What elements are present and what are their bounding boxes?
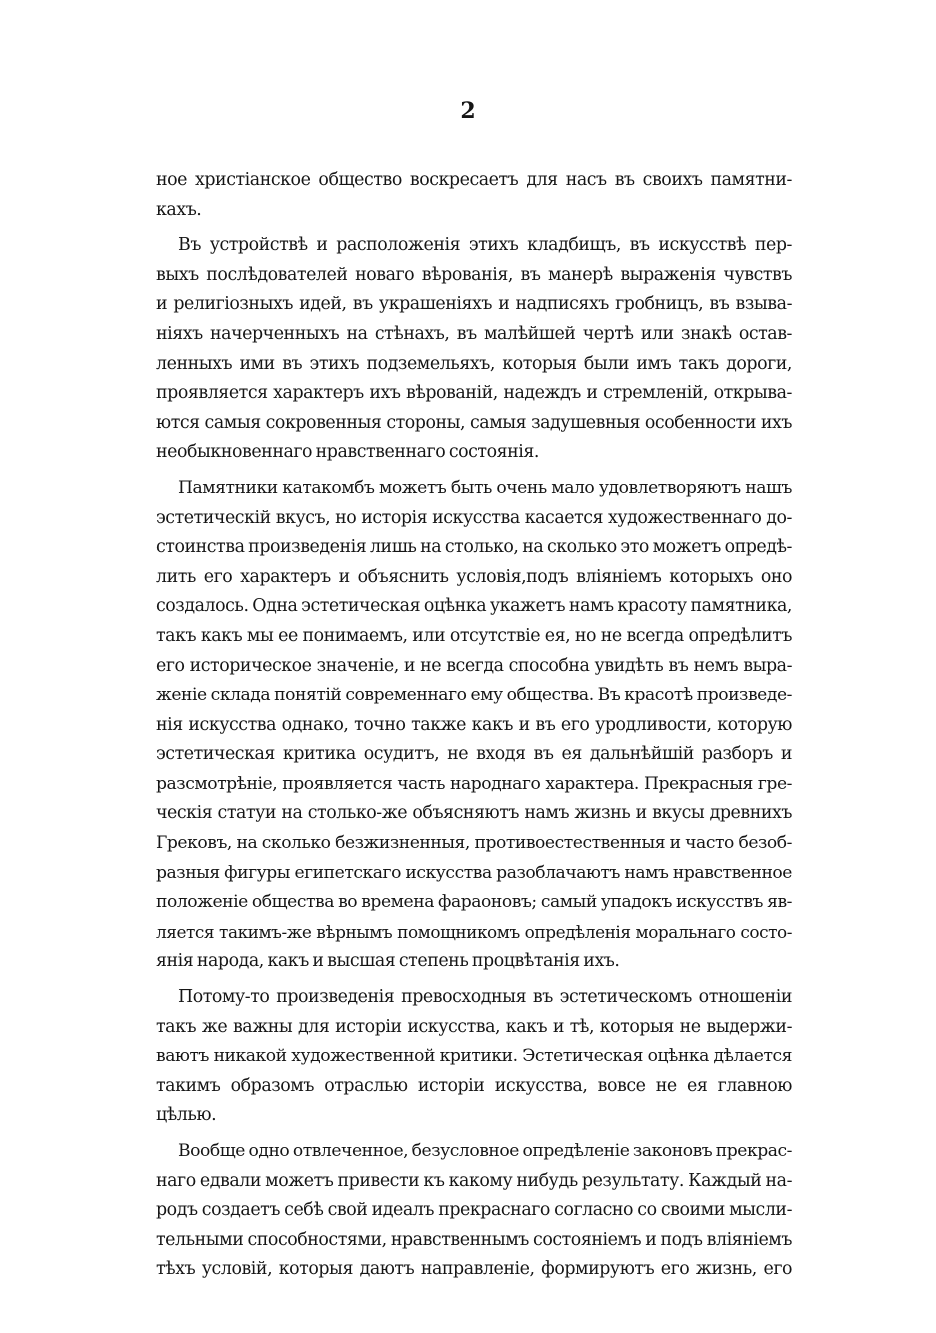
text-line: создалось. Одна эстетическая оцѣнка укажетъ намъ красоту памятника, [156,596,792,617]
text-line: и религіозныхъ идей, въ украшеніяхъ и надписяхъ гробницъ, въ взыва- [156,294,792,315]
text-line: лить его характеръ и объяснить условія,подъ вліяніемъ которыхъ оно [156,566,792,587]
text-line: такимъ образомъ отраслью исторіи искусства, вовсе не ея главною [156,1075,792,1096]
paragraph [156,166,792,225]
text-line: кахъ. [156,199,202,220]
text-line: ются самыя сокровенныя стороны, самыя задушевныя особенности ихъ [156,412,792,433]
text-line: родъ создаетъ себѣ свой идеалъ прекраснаго согласно со своими мысли- [156,1200,792,1221]
text-line: выхъ послѣдователей новаго вѣрованія, въ манерѣ выраженія чувствъ [156,264,792,285]
text-line: эстетическій вкусъ, но исторія искусства касается художественнаго до- [156,507,792,528]
text-line: эстетическая критика осудитъ, не входя въ ея дальнѣйшій разборъ и [156,744,792,765]
text-line: ваютъ никакой художественной критики. Эстетическая оцѣнка дѣлается [156,1046,792,1067]
text-line: ленныхъ ими въ этихъ подземельяхъ, которыя были имъ такъ дороги, [156,353,792,374]
text-line: ное христіанское общество воскресаетъ для насъ въ своихъ памятни- [156,170,792,190]
text-line: необыкновеннаго нравственнаго состоянія. [156,442,539,463]
text-line: разсмотрѣніе, проявляется часть народнаго характера. Прекрасныя гре- [156,773,792,794]
text-line: ческія статуи на столько-же объясняютъ намъ жизнь и вкусы древнихъ [156,803,792,824]
text-line: наго едвали можетъ привести къ какому нибудь результату. Каждый на- [156,1170,792,1191]
body-text [156,166,792,1285]
text-line: Въ устройствѣ и расположенія этихъ кладбищъ, въ искусствѣ пер- [178,235,792,256]
text-line: Вообще одно отвлеченное, безусловное опредѣленіе законовъ прекрас- [178,1141,792,1161]
text-line: стоинства произведенія лишь на столько, на сколько это можетъ опредѣ- [156,537,792,558]
paragraph [156,474,792,977]
text-line: Памятники катакомбъ можетъ быть очень мало удовлетворяютъ нашъ [178,477,792,498]
paragraph [156,1137,792,1285]
text-line: такъ какъ мы ее понимаемъ, или отсутствіе ея, но не всегда опредѣлитъ [156,625,792,646]
text-line: Грековъ, на сколько безжизненныя, противоестественныя и часто безоб- [156,833,792,854]
text-line: Потому-то произведенія превосходныя въ эстетическомъ отношеніи [178,987,792,1008]
paragraph [156,983,792,1131]
text-line: женіе склада понятій современнаго ему общества. Въ красотѣ произведе- [156,685,792,706]
paragraph [156,231,792,468]
text-line: тельными способностями, нравственнымъ состояніемъ и подъ вліяніемъ [156,1229,792,1250]
text-line: янія народа, какъ и высшая степень процвѣтанія ихъ. [156,951,620,972]
text-line: ніяхъ начерченныхъ на стѣнахъ, въ малѣйшей чертѣ или знакѣ остав- [156,323,792,344]
text-line: нія искусства однако, точно также какъ и въ его уродливости, которую [156,714,792,735]
text-line: проявляется характеръ ихъ вѣрованій, надеждъ и стремленій, открыва- [156,383,792,404]
text-line: цѣлью. [156,1105,217,1126]
text-line: положеніе общества во времена фараоновъ; самый упадокъ искусствъ яв- [156,892,792,913]
text-line: такъ же важны для исторіи искусства, какъ и тѣ, которыя не выдержи- [156,1016,792,1037]
text-line: его историческое значеніе, и не всегда способна увидѣть въ немъ выра- [156,655,792,676]
text-line: разныя фигуры египетскаго искусства разоблачаютъ намъ нравственное [156,862,792,883]
text-line: ляется такимъ-же вѣрнымъ помощникомъ опредѣленія моральнаго состо- [156,921,792,942]
text-line: тѣхъ условій, которыя даютъ направленіе, формируютъ его жизнь, его [156,1259,792,1280]
page-number: 2 [460,98,476,124]
